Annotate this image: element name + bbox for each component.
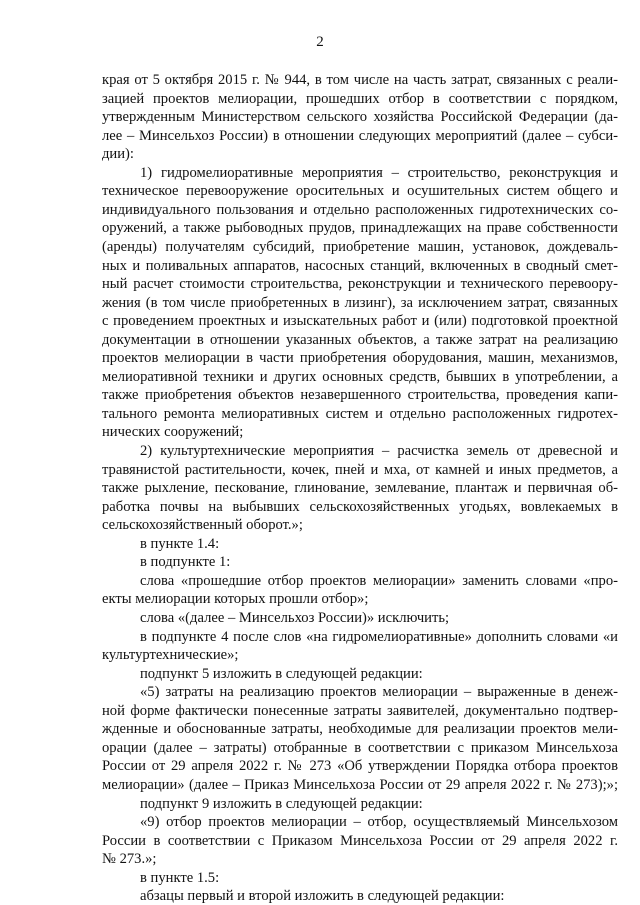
text-line: ной форме фактически понесенные затраты заявителей, документально подтвер- (102, 702, 618, 719)
text-line: мелиорации» (далее – Приказ Минсельхоза России от 29 апреля 2022 г. № 273);»; (102, 776, 618, 793)
text-line: культуртехнические»; (102, 647, 239, 664)
text-line: дии): (102, 146, 134, 163)
text-line: лее – Минсельхоз России) в отношении следующих мероприятий (далее – субси- (102, 127, 618, 144)
text-line: травянистой растительности, кочек, пней и мха, от камней и иных предметов, а (102, 461, 618, 478)
text-line: сельскохозяйственный оборот.»; (102, 517, 303, 534)
text-line: № 273.»; (102, 851, 157, 868)
text-line: слова «(далее – Минсельхоз России)» исключить; (140, 610, 450, 626)
text-line: подпункт 5 изложить в следующей редакции: (140, 665, 423, 682)
text-line: России в соответствии с Приказом Минсельхоза России от 29 апреля 2022 г. (102, 832, 618, 849)
text-line: екты мелиорации которых прошли отбор»; (102, 591, 369, 608)
text-line: в подпункте 1: (140, 554, 231, 571)
text-line: жденные и обоснованные затраты, необходимые для реализации проектов мели- (102, 721, 618, 738)
text-line: «9) отбор проектов мелиорации – отбор, осуществляемый Минсельхозом (140, 814, 618, 830)
text-line: нических сооружений; (102, 424, 244, 441)
text-line: документации в отношении указанных объектов, а также затрат на реализацию (102, 331, 618, 348)
text-line: утвержденным Министерством сельского хозяйства Российской Федерации (да- (102, 109, 618, 126)
text-line: также рыхление, пескование, глинование, землевание, плантаж и первичная об- (102, 480, 618, 497)
text-line: оружений, а также рыбоводных прудов, принадлежащих на праве собственности (102, 220, 618, 237)
text-line: также приобретения объектов незавершенного строительства, проведения капи- (102, 387, 618, 404)
text-line: ный расчет стоимости строительства, реконструкции и технического перевоору- (102, 276, 618, 293)
text-line: тального ремонта мелиоративных систем и отдельно расположенных гидротех- (102, 405, 618, 422)
text-line: в пункте 1.5: (140, 869, 220, 886)
text-line: зацией проектов мелиорации, прошедших отбор в соответствии с порядком, (102, 90, 618, 107)
text-line: техническое перевооружение оросительных и осушительных систем общего и (102, 183, 618, 200)
text-line: «5) затраты на реализацию проектов мелиорации – выраженные в денеж- (140, 684, 618, 701)
text-line: слова «прошедшие отбор проектов мелиорации» заменить словами «про- (140, 572, 618, 589)
text-line: в подпункте 4 после слов «на гидромелиоративные» дополнить словами «и (140, 628, 618, 645)
text-line: индивидуального пользования и отдельно расположенных гидротехнических со- (102, 201, 618, 218)
text-line: с проведением проектных и изыскательных работ и (или) подготовкой проектной (102, 313, 618, 330)
text-line: подпункт 9 изложить в следующей редакции: (140, 795, 423, 812)
text-line: 2) культуртехнические мероприятия – расчистка земель от древесной и (140, 443, 618, 459)
text-line: 1) гидромелиоративные мероприятия – строительство, реконструкция и (140, 164, 618, 181)
text-line: края от 5 октября 2015 г. № 944, в том числе на часть затрат, связанных с реали- (102, 72, 618, 88)
page-number: 2 (316, 34, 324, 50)
text-line: России от 29 апреля 2022 г. № 273 «Об утверждении Порядка отбора проектов (102, 758, 618, 775)
text-line: мелиоративной техники и других основных средств, бывших в употреблении, а (102, 368, 618, 385)
text-line: проектов мелиорации в части приобретения оборудования, машин, механизмов, (102, 350, 618, 367)
text-line: орации (далее – затраты) отобранные в соответствии с приказом Минсельхоза (102, 739, 618, 756)
text-line: работка почвы на выбывших сельскохозяйственных угодьях, вовлекаемых в (102, 498, 618, 515)
text-line: в пункте 1.4: (140, 535, 220, 552)
text-line: жения (в том числе приобретенных в лизинг), за исключением затрат, связанных (102, 294, 618, 311)
text-line: ных и поливальных аппаратов, насосных станций, включенных в сводный смет- (102, 257, 618, 274)
text-line: абзацы первый и второй изложить в следующей редакции: (140, 888, 505, 905)
text-line: (аренды) получателям субсидий, приобретение машин, установок, дождеваль- (102, 239, 618, 255)
